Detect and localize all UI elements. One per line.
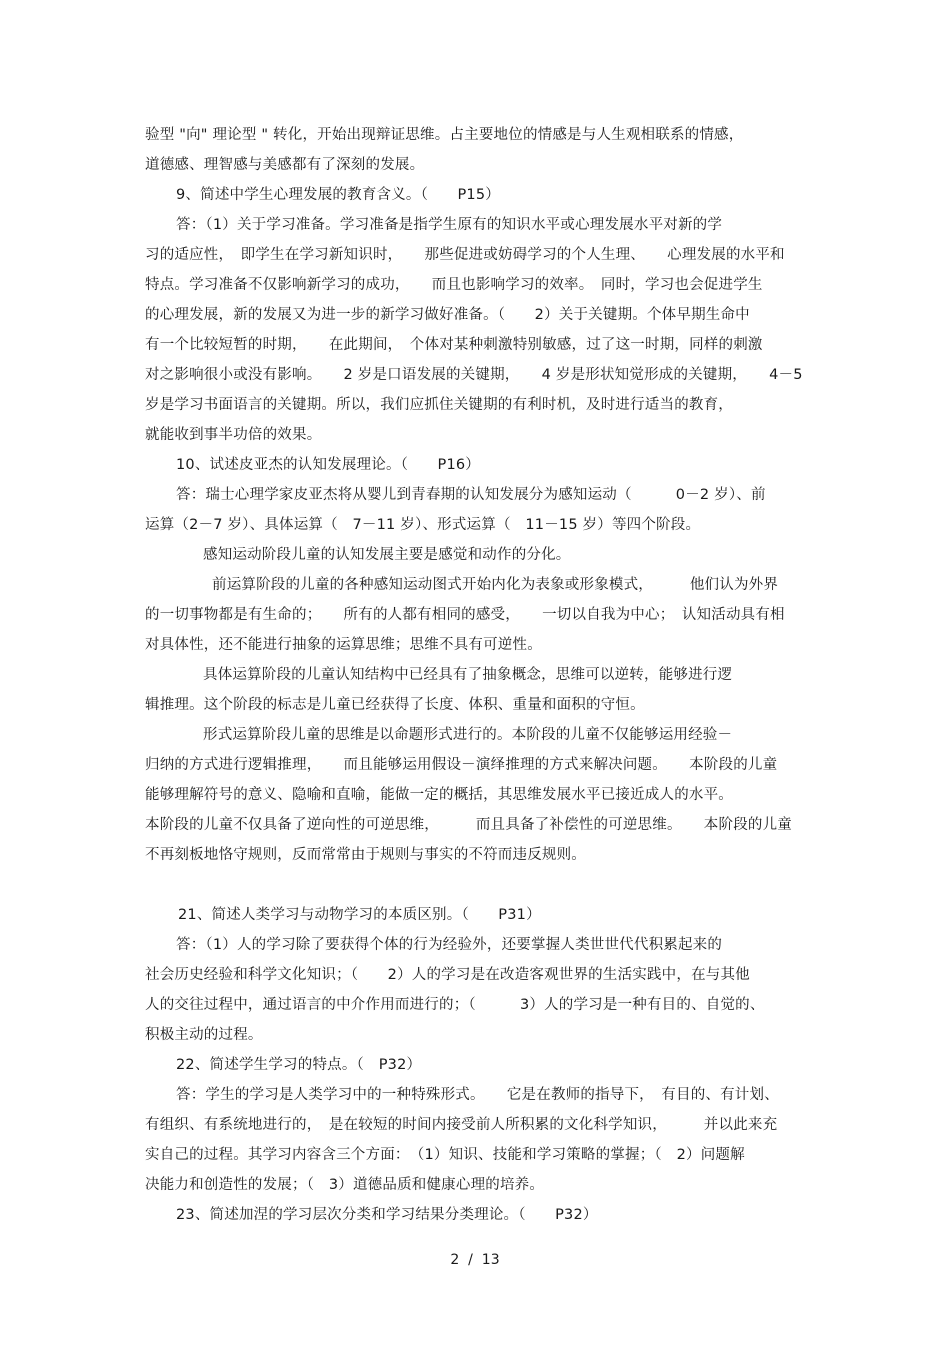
text-line: 就能收到事半功倍的效果。	[145, 427, 322, 443]
text-line: 不再刻板地恪守规则，反而常常由于规则与事实的不符而违反规则。	[145, 847, 586, 863]
text-line: 决能力和创造性的发展；（ 3）道德品质和健康心理的培养。	[145, 1177, 545, 1193]
text-line: 答：瑞士心理学家皮亚杰将从婴儿到青春期的认知发展分为感知运动（ 0－2 岁）、前	[176, 487, 766, 503]
text-line: 岁是学习书面语言的关键期。所以，我们应抓住关键期的有利时机，及时进行适当的教育，	[145, 397, 733, 413]
text-line: 积极主动的过程。	[145, 1027, 263, 1043]
text-line: 道德感、理智感与美感都有了深刻的发展。	[145, 157, 425, 173]
text-line: 验型 "向" 理论型 " 转化，开始出现辩证思维。占主要地位的情感是与人生观相联系的情感，	[145, 127, 744, 143]
text-line: 实自己的过程。其学习内容含三个方面： （1）知识、技能和学习策略的掌握；（ 2）问题解	[145, 1147, 745, 1163]
text-line: 的一切事物都是有生命的； 所有的人都有相同的感受， 一切以自我为中心； 认知活动具有相	[145, 607, 785, 623]
text-line: 社会历史经验和科学文化知识；（ 2）人的学习是在改造客观世界的生活实践中，在与其他	[145, 967, 750, 983]
text-line: 的心理发展，新的发展又为进一步的新学习做好准备。（ 2）关于关键期。个体早期生命中	[145, 307, 750, 323]
section-heading: 22、简述学生学习的特点。（ P32）	[176, 1057, 422, 1073]
section-heading: 9、简述中学生心理发展的教育含义。（ P15）	[176, 187, 500, 203]
text-line: 辑推理。这个阶段的标志是儿童已经获得了长度、体积、重量和面积的守恒。	[145, 697, 645, 713]
text-line: 对具体性，还不能进行抽象的运算思维；思维不具有可逆性。	[145, 637, 542, 653]
text-line: 答：（1）关于学习准备。学习准备是指学生原有的知识水平或心理发展水平对新的学	[176, 217, 723, 233]
text-line: 具体运算阶段的儿童认知结构中已经具有了抽象概念，思维可以逆转，能够进行逻	[203, 667, 733, 683]
text-line: 特点。学习准备不仅影响新学习的成功， 而且也影响学习的效率。 同时，学习也会促进学生	[145, 277, 763, 293]
section-heading: 21、简述人类学习与动物学习的本质区别。（ P31）	[178, 907, 541, 923]
page-number: 2 / 13	[450, 1252, 500, 1268]
text-line: 感知运动阶段儿童的认知发展主要是感觉和动作的分化。	[203, 547, 571, 563]
text-line: 运算（2－7 岁）、具体运算（ 7－11 岁）、形式运算（ 11－15 岁）等四个阶段。	[145, 517, 701, 533]
section-heading: 23、简述加涅的学习层次分类和学习结果分类理论。（ P32）	[176, 1207, 598, 1223]
text-line: 对之影响很小或没有影响。 2 岁是口语发展的关键期， 4 岁是形状知觉形成的关键期， 4－5	[145, 367, 803, 383]
section-heading: 10、试述皮亚杰的认知发展理论。（ P16）	[176, 457, 480, 473]
text-line: 有组织、有系统地进行的， 是在较短的时间内接受前人所积累的文化科学知识， 并以此来充	[145, 1117, 778, 1133]
text-line: 答：（1）人的学习除了要获得个体的行为经验外，还要掌握人类世世代代积累起来的	[176, 937, 723, 953]
text-line: 有一个比较短暂的时期， 在此期间， 个体对某种刺激特别敏感，过了这一时期，同样的刺激	[145, 337, 763, 353]
text-line: 本阶段的儿童不仅具备了逆向性的可逆思维， 而且具备了补偿性的可逆思维。 本阶段的儿童	[145, 817, 792, 833]
text-line: 答：学生的学习是人类学习中的一种特殊形式。 它是在教师的指导下， 有目的、有计划、	[176, 1087, 779, 1103]
text-line: 前运算阶段的儿童的各种感知运动图式开始内化为表象或形象模式， 他们认为外界	[212, 577, 779, 593]
text-line: 形式运算阶段儿童的思维是以命题形式进行的。本阶段的儿童不仅能够运用经验－	[203, 727, 733, 743]
text-line: 能够理解符号的意义、隐喻和直喻，能做一定的概括，其思维发展水平已接近成人的水平。	[145, 787, 733, 803]
text-line: 习的适应性， 即学生在学习新知识时， 那些促进或妨碍学习的个人生理、 心理发展的水平和	[145, 247, 785, 263]
text-line: 人的交往过程中，通过语言的中介作用而进行的；（ 3）人的学习是一种有目的、自觉的、	[145, 997, 765, 1013]
text-line: 归纳的方式进行逻辑推理， 而且能够运用假设－演绎推理的方式来解决问题。 本阶段的儿童	[145, 757, 778, 773]
